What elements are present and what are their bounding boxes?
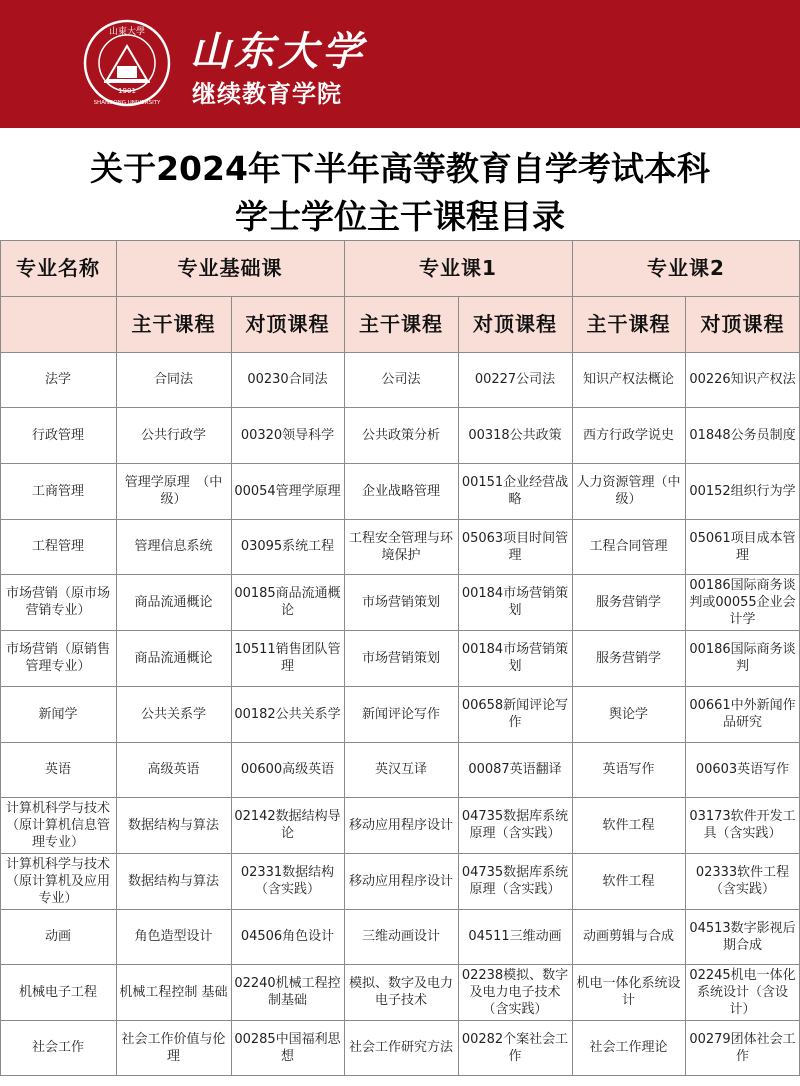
table-cell-course: 10511销售团队管理 <box>234 642 341 674</box>
table-cell-major: 计算机科学与技术（原计算机信息管理专业） <box>5 800 110 850</box>
table-cell-course: 新闻评论写作 <box>361 706 440 722</box>
table-cell-course: 社会工作价值与伦理 <box>121 1031 226 1064</box>
table-cell-course: 市场营销策划 <box>361 594 440 610</box>
table-cell-course: 00227公司法 <box>474 372 556 387</box>
table-cell-course: 模拟、数字及电力电子技术 <box>348 976 453 1008</box>
header-main-course: 主干课程 <box>344 296 458 352</box>
table-cell-course: 管理信息系统 <box>134 539 213 554</box>
table-cell-course: 知识产权法概论 <box>582 372 674 387</box>
header-basic-courses: 专业基础课 <box>116 240 344 296</box>
table-cell-course: 社会工作研究方法 <box>348 1040 453 1055</box>
table-cell-course: 合同法 <box>153 372 193 387</box>
table-cell-course: 03173软件开发工具（含实践） <box>689 809 796 841</box>
table-cell-course: 02142数据结构导论 <box>234 809 341 841</box>
header-equivalent-course: 对顶课程 <box>231 296 344 352</box>
table-cell-course: 02238模拟、数字及电力电子技术（含实践） <box>461 967 569 1017</box>
table-cell-course: 人力资源管理（中级） <box>576 475 681 507</box>
table-cell-major: 法学 <box>44 372 71 387</box>
table-cell-course: 00230合同法 <box>247 372 328 387</box>
table-cell-course: 01848公务员制度 <box>689 427 796 443</box>
table-cell-course: 公共行政学 <box>140 427 206 443</box>
table-cell-course: 市场营销策划 <box>361 650 440 666</box>
table-cell-course: 00603英语写作 <box>695 762 790 777</box>
table-cell-course: 00282个案社会工作 <box>461 1031 569 1064</box>
college-name: 继续教育学院 <box>192 79 342 108</box>
page-title-line2: 学士学位主干课程目录 <box>235 197 565 236</box>
table-cell-course: 00186国际商务谈判 <box>689 642 796 674</box>
header-equivalent-course: 对顶课程 <box>685 296 800 352</box>
table-cell-major: 行政管理 <box>31 427 84 443</box>
table-cell-course: 社会工作理论 <box>589 1040 668 1055</box>
table-cell-major: 动画 <box>44 929 71 944</box>
table-cell-major: 机械电子工程 <box>18 984 97 1000</box>
table-cell-course: 02333软件工程（含实践） <box>695 865 790 897</box>
seal-year: 1901 <box>118 87 136 95</box>
table-cell-course: 企业战略管理 <box>361 483 440 499</box>
table-cell-course: 00661中外新闻作品研究 <box>689 698 796 730</box>
header-banner <box>0 0 800 128</box>
table-cell-course: 软件工程 <box>602 873 655 889</box>
table-cell-course: 00087英语翻译 <box>468 762 562 777</box>
table-cell-course: 西方行政学说史 <box>582 427 674 443</box>
table-gridlines <box>0 240 800 1086</box>
table-cell-course: 机电一体化系统设计 <box>576 976 681 1008</box>
table-cell-major: 新闻学 <box>38 706 78 722</box>
table-cell-course: 00320领导科学 <box>240 427 335 443</box>
table-cell-course: 服务营销学 <box>595 650 661 666</box>
table-cell-course: 00226知识产权法 <box>689 372 796 387</box>
table-cell-course: 工程合同管理 <box>589 539 668 554</box>
table-cell-course: 公司法 <box>381 372 421 387</box>
table-cell-course: 04513数字影视后期合成 <box>689 920 796 953</box>
table-cell-course: 04511三维动画 <box>468 929 562 944</box>
table-cell-course: 00152组织行为学 <box>689 483 796 499</box>
header-major-name: 专业名称 <box>0 240 116 296</box>
header-major-courses-1: 专业课1 <box>344 240 572 296</box>
table-cell-major: 英语 <box>44 762 71 777</box>
table-cell-course: 商品流通概论 <box>134 594 213 610</box>
table-cell-course: 数据结构与算法 <box>127 873 219 889</box>
table-cell-course: 03095系统工程 <box>240 539 335 554</box>
table-cell-course: 商品流通概论 <box>134 650 213 666</box>
table-cell-course: 00285中国福利思想 <box>234 1031 341 1064</box>
table-cell-course: 00186国际商务谈判或00055企业会计学 <box>689 577 796 627</box>
table-cell-major: 计算机科学与技术（原计算机及应用专业） <box>5 856 110 906</box>
table-cell-course: 00658新闻评论写作 <box>461 698 569 730</box>
seal-bottom-text: SHANDONG UNIVERSITY <box>93 100 161 106</box>
table-cell-course: 00279团体社会工作 <box>689 1031 796 1064</box>
header-equivalent-course: 对顶课程 <box>458 296 572 352</box>
table-cell-course: 00184市场营销策划 <box>461 642 569 674</box>
table-cell-major: 市场营销（原销售管理专业） <box>5 642 110 674</box>
table-cell-course: 动画剪辑与合成 <box>582 929 674 944</box>
table-cell-course: 02331数据结构（含实践） <box>240 865 335 897</box>
table-cell-course: 移动应用程序设计 <box>348 817 453 833</box>
table-cell-major: 工程管理 <box>31 539 84 554</box>
header-main-course: 主干课程 <box>116 296 231 352</box>
table-cell-course: 00318公共政策 <box>468 427 562 443</box>
table-cell-course: 02245机电一体化系统设计（含设计） <box>689 967 796 1017</box>
table-cell-course: 管理学原理 （中级） <box>124 475 223 507</box>
header-main-course: 主干课程 <box>572 296 685 352</box>
table-cell-course: 00184市场营销策划 <box>461 586 569 618</box>
table-cell-course: 04735数据库系统原理（含实践） <box>461 809 569 841</box>
table-cell-course: 移动应用程序设计 <box>348 873 453 889</box>
table-cell-course: 三维动画设计 <box>361 929 440 944</box>
table-cell-major: 市场营销（原市场营销专业） <box>5 586 110 618</box>
table-cell-course: 05063项目时间管理 <box>461 530 569 563</box>
table-cell-course: 05061项目成本管理 <box>689 530 796 563</box>
page-title-line1: 关于2024年下半年高等教育自学考试本科 <box>90 149 710 188</box>
table-cell-course: 高级英语 <box>147 762 200 777</box>
table-cell-course: 英语写作 <box>602 762 655 777</box>
header-major-courses-2: 专业课2 <box>572 240 800 296</box>
table-cell-course: 00182公共关系学 <box>234 706 341 722</box>
table-cell-course: 服务营销学 <box>595 594 661 610</box>
table-cell-course: 软件工程 <box>602 817 655 833</box>
table-cell-course: 英汉互译 <box>374 762 427 777</box>
table-cell-course: 舆论学 <box>608 706 648 722</box>
table-cell-course: 02240机械工程控制基础 <box>234 976 341 1008</box>
table-cell-course: 00185商品流通概论 <box>234 586 341 618</box>
table-cell-course: 04735数据库系统原理（含实践） <box>461 865 569 897</box>
table-cell-course: 04506角色设计 <box>240 929 335 944</box>
university-seal-logo <box>82 18 172 108</box>
table-cell-course: 公共关系学 <box>140 706 206 722</box>
table-cell-major: 社会工作 <box>31 1040 84 1055</box>
table-cell-course: 数据结构与算法 <box>127 817 219 833</box>
table-cell-course: 00151企业经营战略 <box>461 475 569 507</box>
table-cell-course: 工程安全管理与环境保护 <box>348 530 453 563</box>
table-cell-course: 00054管理学原理 <box>234 483 341 499</box>
university-name: 山东大学 <box>190 28 366 75</box>
table-cell-course: 00600高级英语 <box>240 762 335 777</box>
table-cell-course: 机械工程控制 基础 <box>119 984 228 1000</box>
seal-top-text: 山東大學 <box>108 27 146 37</box>
course-table <box>0 240 800 1086</box>
table-cell-course: 角色造型设计 <box>134 929 213 944</box>
table-cell-major: 工商管理 <box>31 483 84 499</box>
table-cell-course: 公共政策分析 <box>361 427 440 443</box>
